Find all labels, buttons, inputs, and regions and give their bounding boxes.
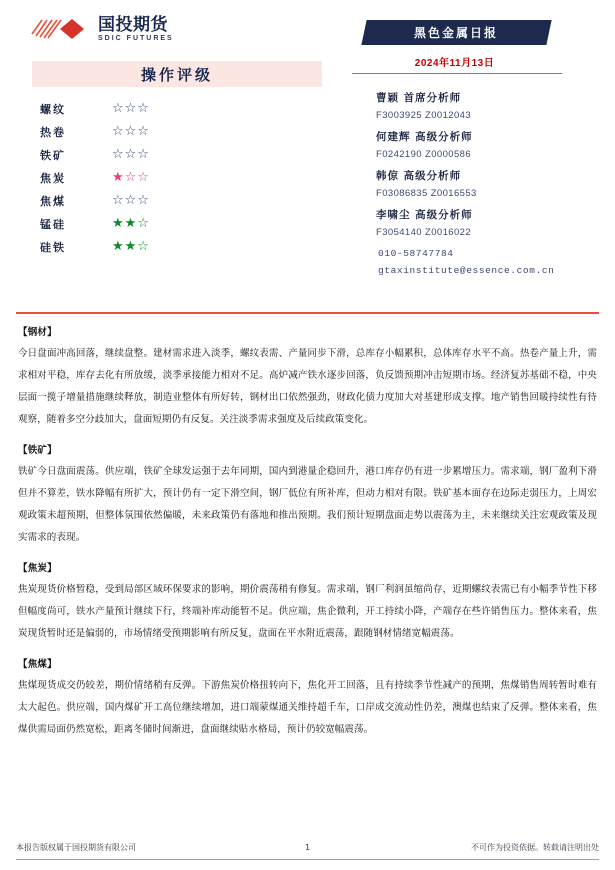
rating-product-name: 热卷: [40, 125, 66, 139]
report-date: 2024年11月13日: [414, 58, 495, 69]
contact-block: [378, 248, 599, 276]
report-footer: [16, 842, 599, 860]
rating-stars: ☆☆☆: [112, 193, 150, 208]
analyst-list: [376, 90, 599, 238]
rating-product-name: 焦炭: [40, 171, 66, 185]
section-steel: [18, 324, 597, 431]
footer-copyright: 本报告版权属于国投期货有限公司: [16, 843, 136, 852]
section-title: 【焦炭】: [18, 562, 57, 574]
rating-panel-banner: [32, 61, 322, 87]
analyst-name: 李啸尘 高级分析师: [376, 209, 473, 221]
contact-phone: 010-58747784: [378, 248, 454, 259]
report-title-banner: [361, 20, 551, 45]
page-number: 1: [304, 843, 311, 852]
page-title: 黑色金属日报: [414, 26, 499, 40]
table-row: [40, 97, 334, 120]
rating-stars: ☆☆☆: [112, 101, 150, 116]
section-title: 【铁矿】: [18, 444, 57, 456]
brand-logo: [30, 14, 334, 44]
brand-name-en: SDIC FUTURES: [98, 34, 174, 42]
table-row: [40, 189, 334, 212]
rating-stars: ☆☆☆: [112, 147, 150, 162]
header-right-column: [334, 14, 599, 282]
section-body: 焦炭现货价格暂稳，受到局部区域环保要求的影响，期价震荡稍有修复。需求端，钢厂利润虽缩尚存，近期螺纹表需已有小幅季节性下移但幅度尚可，铁水产量预计继续下行，终端补库动能暂不足。供应端，焦企微利，开工持续小降，产端存在些许销售压力。整体来看，焦炭现货暂时还是偏弱的，市场情绪受预期影响有所反复，盘面在平水附近震荡，跟随钢材情绪宽幅震荡。: [18, 583, 597, 639]
section-title: 【焦煤】: [18, 658, 57, 670]
brand-logo-text: [98, 14, 174, 42]
analyst-name: 韩倞 高级分析师: [376, 170, 462, 182]
rating-product-name: 焦煤: [40, 194, 66, 208]
rating-panel-title: 操作评级: [140, 65, 213, 84]
analyst-license-code: F3003925 Z0012043: [376, 110, 472, 121]
analyst-name: 曹颖 首席分析师: [376, 92, 462, 104]
section-body: 焦煤现货成交仍较差，期价情绪稍有反弹。下游焦炭价格扭转向下，焦化开工回落，且有持续季节性减产的预期，焦煤销售周转暂时难有太大起色。供应端，国内煤矿开工高位继续增加，进口端蒙煤通关维持超千车，口岸成交流动性仍差，澳煤也结束了反弹。整体来看，焦煤供需局面仍然宽松，距离冬储时间渐进，盘面继续贴水格局，预计仍较宽幅震荡。: [18, 679, 597, 735]
analyst-license-code: F3054140 Z0016022: [376, 227, 472, 238]
rating-product-name: 铁矿: [40, 148, 66, 162]
footer-disclaimer: 不可作为投资依据。转载请注明出处: [471, 843, 599, 852]
header-left-column: [16, 14, 334, 258]
table-row: [40, 235, 334, 258]
rating-product-name: 锰硅: [40, 217, 66, 231]
analyst-license-code: F03086835 Z0016553: [376, 188, 477, 199]
sdic-diamond-logo-icon: [30, 16, 92, 42]
footer-divider: [16, 859, 599, 860]
analyst-license-code: F0242190 Z0000586: [376, 149, 472, 160]
rating-product-name: 硅铁: [40, 240, 66, 254]
footer-row: [16, 842, 599, 853]
brand-name-cn: 国投期货: [98, 14, 168, 35]
section-body: 今日盘面冲高回落，继续盘整。建材需求进入淡季，螺纹表需、产量同步下滑，总库存小幅累积，总体库存水平不高。热卷产量上升，需求相对平稳，库存去化有所放缓，淡季承接能力相对不足。高炉减产铁水逐步回落，负反馈预期冲击短期市场。经济复苏基础不稳，中央层面一揽子增量措施继续释放，制造业整体有所好转，钢材出口依然强劲，财政化债力度加大对基建形成支撑。地产销售回暖持续性有待观察，随着多空分歧加大，盘面短期仍有反复。关注淡季需求强度及后续政策变化。: [18, 347, 597, 425]
report-body: [16, 314, 599, 741]
rating-stars: ★☆☆: [112, 170, 150, 185]
section-body: 铁矿今日盘面震荡。供应端，铁矿全球发运强于去年同期，国内到港量企稳回升，港口库存仍有进一步累增压力。需求端，钢厂盈利下滑但并不算差，铁水降幅有所扩大，预计仍有一定下滑空间，钢厂低位有所补库，但动力相对有限。铁矿基本面存在边际走弱压力，上周宏观政策未超预期，但整体氛围依然偏暖，未来政策仍有落地和推出预期。我们预计短期盘面走势以震荡为主，未来继续关注宏观政策及现实需求的表现。: [18, 465, 597, 543]
table-row: [40, 143, 334, 166]
rating-product-name: 螺纹: [40, 102, 66, 116]
table-row: [40, 120, 334, 143]
rating-stars: ☆☆☆: [112, 124, 150, 139]
date-divider: [352, 73, 562, 74]
analyst-name: 何建辉 高级分析师: [376, 131, 473, 143]
report-header: [16, 0, 599, 310]
contact-email[interactable]: gtaxinstitute@essence.com.cn: [378, 265, 555, 276]
rating-table: [40, 97, 334, 258]
rating-stars: ★★☆: [112, 239, 150, 254]
section-coke: [18, 560, 597, 645]
section-iron-ore: [18, 442, 597, 549]
table-row: [40, 166, 334, 189]
section-title: 【钢材】: [18, 326, 57, 338]
section-coking-coal: [18, 656, 597, 741]
table-row: [40, 212, 334, 235]
rating-stars: ★★☆: [112, 216, 150, 231]
